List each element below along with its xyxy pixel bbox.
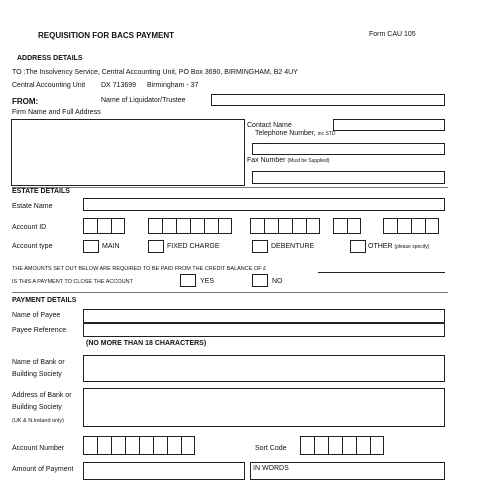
payee-name-label: Name of Payee — [12, 312, 61, 319]
accounting-unit: Central Accounting Unit — [12, 82, 86, 89]
fax-label: Fax Number (Must be Supplied) — [247, 157, 330, 164]
amount-label: Amount of Payment — [12, 466, 74, 473]
firm-address-field[interactable] — [11, 119, 245, 186]
credit-balance-line[interactable] — [318, 272, 445, 273]
account-id-cells-4[interactable] — [333, 218, 361, 234]
birmingham-code: Birmingham - 37 — [147, 82, 199, 89]
contact-name-label: Contact Name — [247, 122, 292, 129]
sort-code-label: Sort Code — [255, 445, 287, 452]
bank-address-label-2: Building Society — [12, 404, 62, 411]
bank-name-label-2: Building Society — [12, 371, 62, 378]
firm-address-label: Firm Name and Full Address — [12, 109, 101, 116]
to-address-line: TO :The Insolvency Service, Central Accounting Unit, PO Box 3690, BIRMINGHAM, B2 4UY — [12, 69, 298, 76]
sort-code-cells[interactable] — [300, 436, 384, 455]
bank-name-label-1: Name of Bank or — [12, 359, 65, 366]
payment-heading: PAYMENT DETAILS — [12, 297, 77, 304]
account-id-label: Account ID — [12, 224, 47, 231]
no-checkbox[interactable] — [252, 274, 268, 287]
telephone-field[interactable] — [252, 143, 445, 155]
account-id-cells-5[interactable] — [383, 218, 439, 234]
section-divider — [12, 292, 448, 293]
fax-field[interactable] — [252, 171, 445, 184]
liquidator-name-field[interactable] — [211, 94, 445, 106]
close-account-question: IS THIS A PAYMENT TO CLOSE THE ACCOUNT — [12, 279, 133, 285]
bank-address-field[interactable] — [83, 388, 445, 427]
form-title: REQUISITION FOR BACS PAYMENT — [38, 31, 175, 40]
account-number-label: Account Number — [12, 445, 65, 452]
payee-reference-label: Payee Reference — [12, 327, 67, 334]
account-number-cells[interactable] — [83, 436, 195, 455]
estate-heading: ESTATE DETAILS — [12, 188, 70, 195]
debenture-option-label: DEBENTURE — [271, 243, 315, 250]
section-divider — [12, 187, 448, 188]
debenture-checkbox[interactable] — [252, 240, 268, 253]
address-heading: ADDRESS DETAILS — [17, 55, 83, 62]
yes-option-label: YES — [200, 278, 215, 285]
account-id-cells-2[interactable] — [148, 218, 232, 234]
other-option-label: OTHER (please specify) — [368, 243, 430, 250]
bank-name-field[interactable] — [83, 355, 445, 382]
payee-reference-field[interactable] — [83, 323, 445, 337]
telephone-label: Telephone Number, inc STD — [255, 130, 336, 137]
estate-name-field[interactable] — [83, 198, 445, 211]
fixed-charge-option-label: FIXED CHARGE — [167, 243, 220, 250]
form-reference: Form CAU 105 — [369, 31, 416, 38]
no-option-label: NO — [272, 278, 283, 285]
account-id-cells-3[interactable] — [250, 218, 320, 234]
contact-name-field[interactable] — [333, 119, 445, 131]
other-checkbox[interactable] — [350, 240, 366, 253]
main-option-label: MAIN — [102, 243, 120, 250]
fixed-charge-checkbox[interactable] — [148, 240, 164, 253]
in-words-label: IN WORDS — [253, 465, 289, 472]
bank-address-label-1: Address of Bank or — [12, 392, 72, 399]
estate-name-label: Estate Name — [12, 203, 53, 210]
bank-address-note: (UK & N.Ireland only) — [12, 418, 64, 424]
payee-name-field[interactable] — [83, 309, 445, 323]
amount-field[interactable] — [83, 462, 245, 480]
dx-number: DX 713699 — [101, 82, 137, 89]
yes-checkbox[interactable] — [180, 274, 196, 287]
account-type-label: Account type — [12, 243, 53, 250]
main-checkbox[interactable] — [83, 240, 99, 253]
reference-length-note: (NO MORE THAN 18 CHARACTERS) — [86, 340, 207, 347]
amounts-statement: THE AMOUNTS SET OUT BELOW ARE REQUIRED TO BE PAID FROM THE CREDIT BALANCE OF £ — [12, 266, 267, 272]
account-id-cells-1[interactable] — [83, 218, 125, 234]
liquidator-label: Name of Liquidator/Trustee — [101, 97, 186, 104]
from-label: FROM: — [12, 97, 39, 106]
